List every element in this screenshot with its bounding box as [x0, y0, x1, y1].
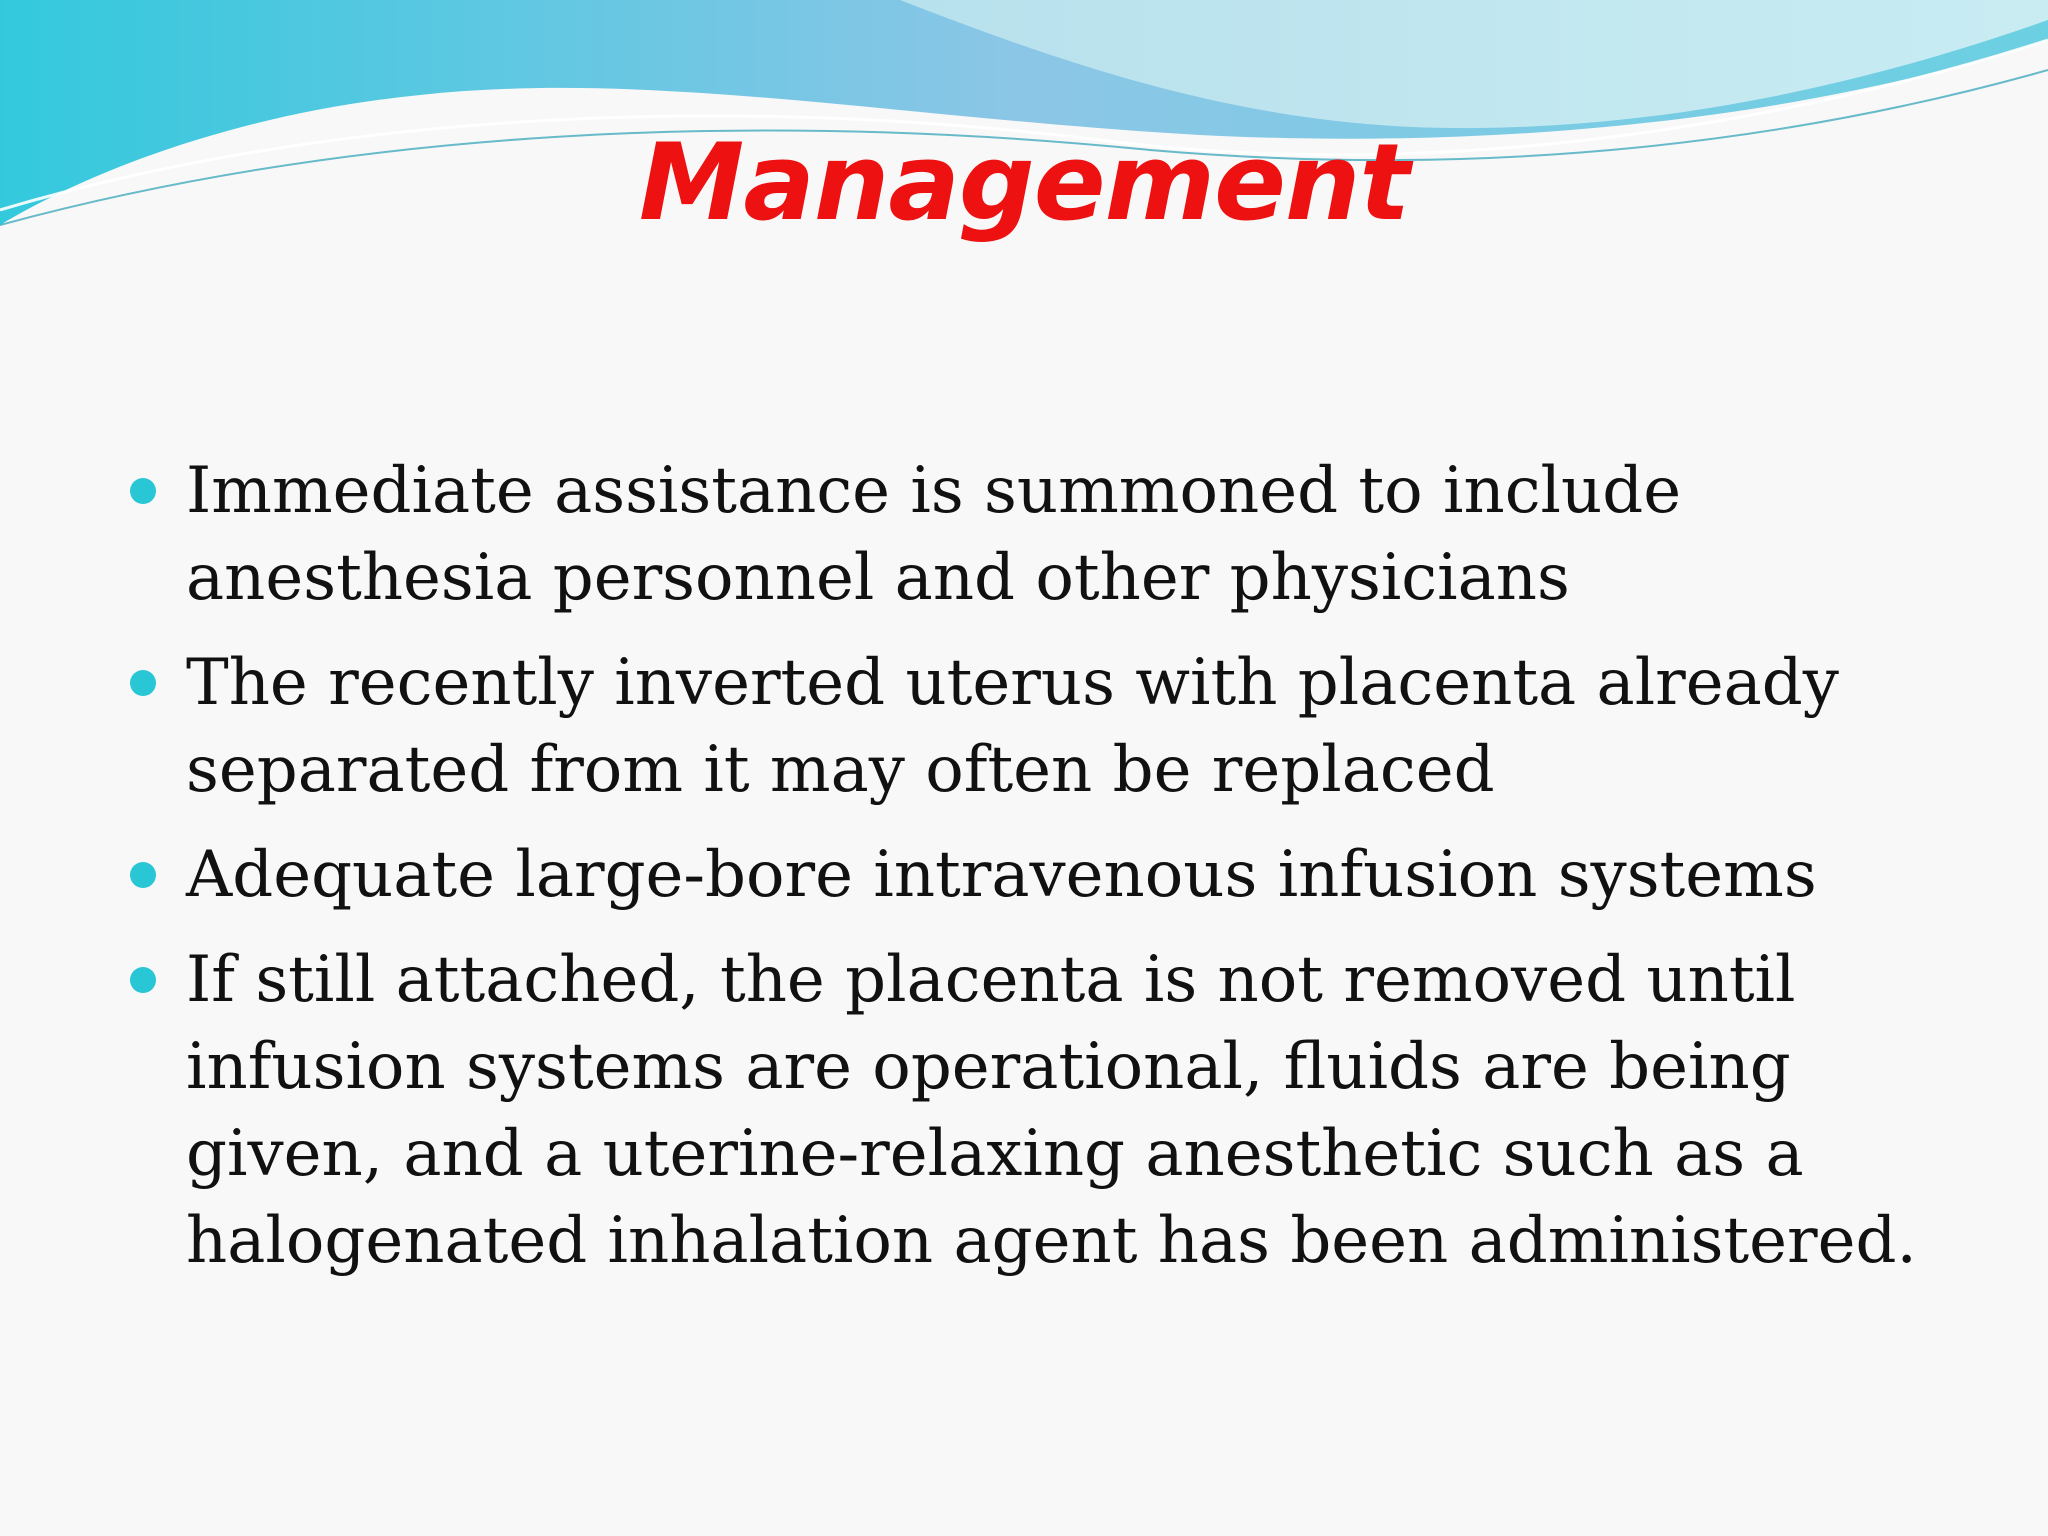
bullet-dot-icon: [130, 862, 156, 888]
bullet-dot-icon: [130, 478, 156, 504]
bullet-text: Adequate large-bore intravenous infusion systems: [186, 838, 1817, 912]
bullet-text: Immediate assistance is summoned to include anesthesia personnel and other physicians: [186, 454, 1682, 615]
bullet-dot-icon: [130, 967, 156, 993]
bullet-dot-icon: [130, 670, 156, 696]
list-item: [130, 448, 1930, 622]
list-item: [130, 640, 1930, 814]
bullet-text: If still attached, the placenta is not removed until infusion systems are operational, fluids are being given, and a uterine-relaxing anesthetic such as a halogenated inhalation agent has been administered.: [186, 943, 1917, 1278]
bullet-list: [130, 448, 1930, 1303]
list-item: [130, 937, 1930, 1285]
list-item: [130, 832, 1930, 919]
slide-title: Management: [638, 121, 1410, 244]
bullet-text: The recently inverted uterus with placenta already separated from it may often be replaced: [186, 646, 1839, 807]
